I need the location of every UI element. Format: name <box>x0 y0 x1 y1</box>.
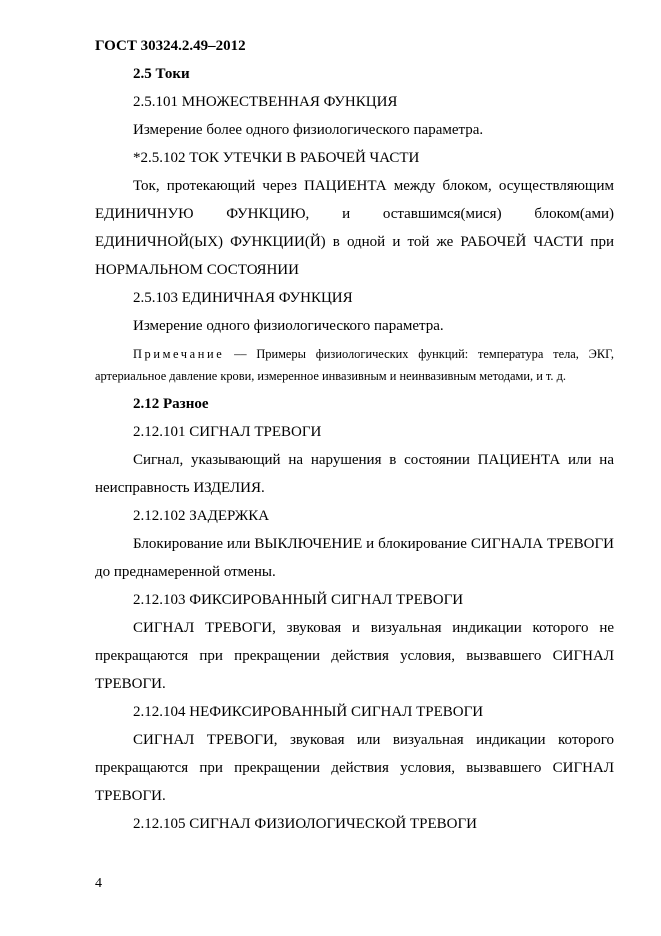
term-2-5-103: 2.5.103 ЕДИНИЧНАЯ ФУНКЦИЯ <box>133 290 353 306</box>
term-2-12-102: 2.12.102 ЗАДЕРЖКА <box>133 508 270 524</box>
term-2-12-104: 2.12.104 НЕФИКСИРОВАННЫЙ СИГНАЛ ТРЕВОГИ <box>133 704 484 720</box>
definition-2-12-102: Блокирование или ВЫКЛЮЧЕНИЕ и блокирование СИГНАЛА ТРЕВОГИ до преднамеренной отмены. <box>95 536 614 580</box>
term-2-12-103: 2.12.103 ФИКСИРОВАННЫЙ СИГНАЛ ТРЕВОГИ <box>133 592 464 608</box>
definition-2-12-101: Сигнал, указывающий на нарушения в состоянии ПАЦИЕНТА или на неисправность ИЗДЕЛИЯ. <box>95 452 614 496</box>
note <box>95 343 614 387</box>
page-number: 4 <box>95 876 102 891</box>
section-heading-2-12: 2.12 Разное <box>133 396 209 412</box>
note-text: –– Примеры физиологических функций: температура тела, ЭКГ, артериальное давление крови, измеренное инвазивным и неинвазивным методами, и т. д. <box>95 347 614 383</box>
definition-2-12-103: СИГНАЛ ТРЕВОГИ, звуковая и визуальная индикации которого не прекращаются при прекращении действия условия, вызвавшего СИГНАЛ ТРЕВОГИ. <box>95 620 614 692</box>
note-label: Примечание <box>133 347 225 361</box>
term-2-12-101: 2.12.101 СИГНАЛ ТРЕВОГИ <box>133 424 322 440</box>
document-body <box>95 60 614 838</box>
document-header: ГОСТ 30324.2.49–2012 <box>95 38 246 54</box>
term-2-12-105: 2.12.105 СИГНАЛ ФИЗИОЛОГИЧЕСКОЙ ТРЕВОГИ <box>133 816 477 832</box>
term-2-5-102: *2.5.102 ТОК УТЕЧКИ В РАБОЧЕЙ ЧАСТИ <box>133 150 420 166</box>
definition-2-5-103: Измерение одного физиологического параметра. <box>133 318 444 334</box>
definition-2-5-102: Ток, протекающий через ПАЦИЕНТА между блоком, осуществляющим ЕДИНИЧНУЮ ФУНКЦИЮ, и оставшимся(мися) блоком(ами) ЕДИНИЧНОЙ(ЫХ) ФУНКЦИИ(Й) в одной и той же РАБОЧЕЙ ЧАСТИ при НОРМАЛЬНОМ СОСТОЯНИИ <box>95 178 614 278</box>
section-heading-2-5: 2.5 Токи <box>133 66 190 82</box>
definition-2-5-101: Измерение более одного физиологического параметра. <box>133 122 484 138</box>
term-2-5-101: 2.5.101 МНОЖЕСТВЕННАЯ ФУНКЦИЯ <box>133 94 398 110</box>
definition-2-12-104: СИГНАЛ ТРЕВОГИ, звуковая или визуальная индикации которого прекращаются при прекращении действия условия, вызвавшего СИГНАЛ ТРЕВОГИ. <box>95 732 614 804</box>
